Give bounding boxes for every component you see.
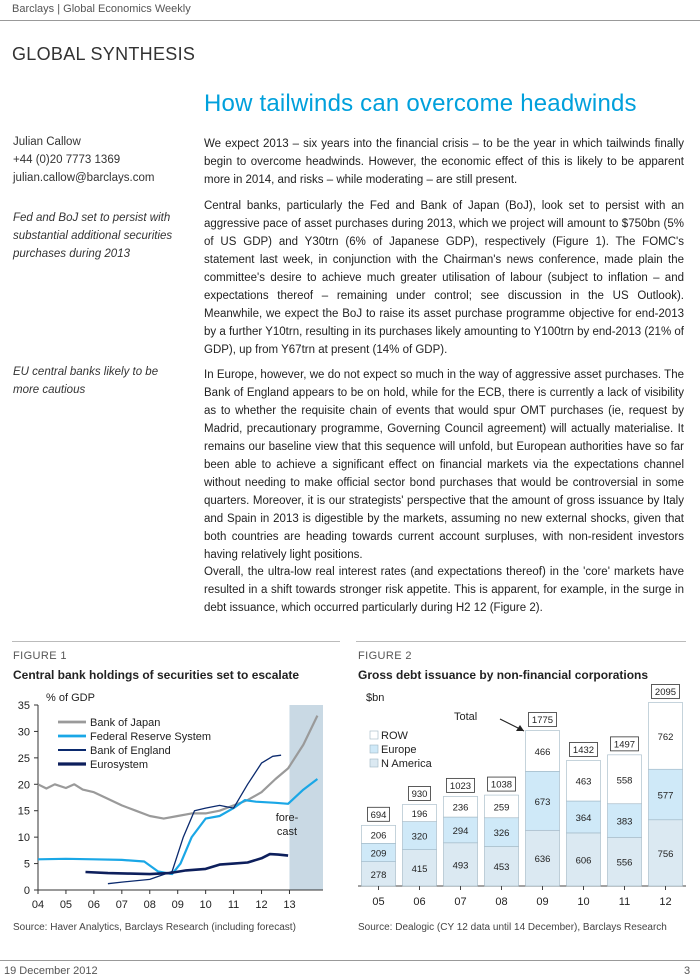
sidenote-eu: EU central banks likely to be more cautious bbox=[13, 366, 159, 396]
y-tick-label: 30 bbox=[17, 726, 30, 739]
y-axis-label: % of GDP bbox=[46, 692, 95, 704]
legend-label: Federal Reserve System bbox=[90, 731, 212, 743]
legend-label: Bank of England bbox=[90, 745, 171, 757]
segment-value-label: 259 bbox=[493, 802, 510, 814]
x-tick-label: 09 bbox=[536, 896, 549, 908]
y-tick-label: 35 bbox=[17, 700, 30, 712]
x-tick-label: 12 bbox=[659, 896, 672, 908]
segment-value-label: 294 bbox=[452, 825, 469, 837]
sidenote-fed-boj: Fed and BoJ set to persist with substantial additional securities purchases during 2013 bbox=[13, 212, 173, 260]
legend-swatch bbox=[370, 731, 378, 739]
total-value-label: 1497 bbox=[613, 739, 636, 751]
segment-value-label: 673 bbox=[534, 796, 551, 808]
total-value-label: 1038 bbox=[490, 779, 513, 791]
figure1-source: Source: Haver Analytics, Barclays Research (including forecast) bbox=[13, 922, 296, 933]
legend-label: N America bbox=[381, 758, 432, 770]
legend-label: Europe bbox=[381, 744, 417, 756]
legend-swatch bbox=[370, 759, 378, 767]
segment-value-label: 558 bbox=[616, 775, 633, 787]
y-tick-label: 25 bbox=[17, 752, 30, 765]
x-tick-label: 06 bbox=[87, 899, 101, 911]
figure2-title: Gross debt issuance by non-financial corporations bbox=[358, 668, 649, 682]
y-tick-label: 5 bbox=[23, 858, 30, 871]
figure2-source: Source: Dealogic (CY 12 data until 14 December), Barclays Research bbox=[358, 922, 667, 933]
segment-value-label: 577 bbox=[657, 790, 674, 802]
y-tick-label: 20 bbox=[17, 779, 30, 792]
y-tick-label: 0 bbox=[23, 885, 30, 897]
y-tick-label: 15 bbox=[17, 805, 30, 818]
series-line bbox=[38, 779, 317, 874]
segment-value-label: 493 bbox=[452, 860, 469, 872]
total-value-label: 1432 bbox=[572, 744, 595, 756]
x-tick-label: 10 bbox=[577, 896, 590, 908]
x-tick-label: 11 bbox=[618, 896, 631, 908]
figure2-rule bbox=[356, 641, 686, 642]
headline: How tailwinds can overcome headwinds bbox=[204, 90, 637, 117]
total-value-label: 930 bbox=[411, 788, 428, 800]
y-tick-label: 10 bbox=[17, 832, 30, 845]
legend-label: Eurosystem bbox=[90, 759, 149, 771]
segment-value-label: 209 bbox=[370, 848, 387, 860]
forecast-label: cast bbox=[276, 826, 298, 838]
author-email[interactable]: julian.callow@barclays.com bbox=[13, 172, 155, 184]
page-number: 3 bbox=[684, 965, 691, 977]
x-tick-label: 10 bbox=[199, 899, 212, 911]
x-tick-label: 09 bbox=[171, 899, 184, 911]
legend-swatch bbox=[370, 745, 378, 753]
segment-value-label: 196 bbox=[411, 809, 428, 821]
segment-value-label: 756 bbox=[657, 848, 674, 860]
total-annotation: Total bbox=[454, 711, 478, 723]
segment-value-label: 636 bbox=[534, 854, 551, 866]
paragraph-europe: In Europe, however, we do not expect so much in the way of aggressive asset purchases. The Bank of England appears to be on hold, while for the ECB, there is currently a lack of visibility as to whether the requisite chain of events that would spur OMT purchases (ie, request by Madrid, precautionary programme, Governing Council agreement) will actually materialise. It remains our baseline view that this sequence will unfold, but European authorities have so far been able to achieve a significant effect on financial markets via the expectations channel without needing to make official sector bond purchases that would be controversial in some quarters. Moreover, it is our strategists' perspective that the amount of gross issuance by Italy and Spain in 2013 is digestible by the markets, assuming no new external shocks, given that both countries are heading towards current account surpluses, with non-resident investors having relatively light positions. bbox=[204, 369, 684, 561]
figure1-title: Central bank holdings of securities set to escalate bbox=[13, 668, 300, 682]
segment-value-label: 556 bbox=[616, 857, 633, 869]
paragraph-central-banks: Central banks, particularly the Fed and Bank of Japan (BoJ), look set to persist with an aggressive pace of asset purchases during 2013, which we project will amount to $750bn (5% of US GDP) and Y30trn (6% of Japanese GDP), respectively (Figure 1). The FOMC's statement last week, in conjunction with the Chairman's news conference, made plain the committee's desire to achieve much greater utilisation of labour (subject to inflation – and expectations thereof – remaining under control; see discussion in the US Outlook). Meanwhile, we expect the BoJ to raise its asset purchase programme objective for end-2013 by a further Y10trn, resulting in its purchases likely amounting to Y100trn by end-2013 (21% of GDP), up from Y67trn at present (14% of GDP). bbox=[204, 200, 684, 356]
x-tick-label: 05 bbox=[59, 899, 73, 911]
segment-value-label: 206 bbox=[370, 830, 387, 842]
figure2-bar-chart bbox=[350, 683, 694, 918]
total-value-label: 2095 bbox=[654, 686, 677, 698]
x-tick-label: 06 bbox=[413, 896, 426, 908]
author-phone: +44 (0)20 7773 1369 bbox=[13, 154, 121, 166]
segment-value-label: 415 bbox=[411, 863, 428, 875]
figure1-line-chart bbox=[0, 683, 340, 918]
paragraph-overall: Overall, the ultra-low real interest rates (and expectations thereof) in the 'core' markets have resulted in a shift towards stronger risk appetite. This is apparent, for example, in the surge in debt issuance, which occurred particularly during H2 12 (Figure 2). bbox=[204, 566, 684, 614]
x-tick-label: 04 bbox=[31, 899, 45, 911]
legend-label: Bank of Japan bbox=[90, 717, 161, 729]
section-title: GLOBAL SYNTHESIS bbox=[12, 44, 196, 64]
segment-value-label: 383 bbox=[616, 816, 633, 828]
x-tick-label: 05 bbox=[372, 896, 385, 908]
segment-value-label: 453 bbox=[493, 862, 510, 874]
figure1-rule bbox=[12, 641, 340, 642]
author-name: Julian Callow bbox=[13, 136, 81, 148]
header-rule bbox=[0, 20, 700, 21]
segment-value-label: 320 bbox=[411, 831, 428, 843]
x-tick-label: 07 bbox=[454, 896, 467, 908]
x-tick-label: 12 bbox=[255, 899, 268, 911]
total-value-label: 1023 bbox=[449, 780, 472, 792]
segment-value-label: 364 bbox=[575, 812, 592, 824]
total-value-label: 1775 bbox=[531, 715, 554, 727]
segment-value-label: 278 bbox=[370, 869, 387, 881]
x-tick-label: 08 bbox=[495, 896, 508, 908]
footer-rule bbox=[0, 960, 700, 961]
total-value-label: 694 bbox=[370, 809, 387, 821]
segment-value-label: 466 bbox=[534, 746, 551, 758]
x-tick-label: 13 bbox=[283, 899, 296, 911]
paragraph-intro: We expect 2013 – six years into the financial crisis – to be the year in which tailwinds finally begin to overcome headwinds. However, the economic effect of this is likely to be apparent more in 2014, and risks – while moderating – are still present. bbox=[204, 138, 684, 186]
legend-label: ROW bbox=[381, 730, 408, 742]
figure1-label: FIGURE 1 bbox=[13, 650, 67, 662]
footer-date: 19 December 2012 bbox=[4, 965, 98, 977]
segment-value-label: 606 bbox=[575, 855, 592, 867]
segment-value-label: 236 bbox=[452, 802, 469, 814]
figure2-label: FIGURE 2 bbox=[358, 650, 412, 662]
series-line bbox=[86, 854, 289, 874]
x-tick-label: 07 bbox=[115, 899, 128, 911]
x-tick-label: 11 bbox=[227, 899, 240, 911]
report-header: Barclays | Global Economics Weekly bbox=[12, 3, 191, 15]
forecast-label: fore- bbox=[275, 812, 299, 824]
series-line bbox=[108, 755, 281, 884]
y-axis-label: $bn bbox=[366, 692, 385, 704]
segment-value-label: 326 bbox=[493, 828, 510, 840]
x-tick-label: 08 bbox=[143, 899, 156, 911]
segment-value-label: 762 bbox=[657, 731, 674, 743]
segment-value-label: 463 bbox=[575, 776, 592, 788]
